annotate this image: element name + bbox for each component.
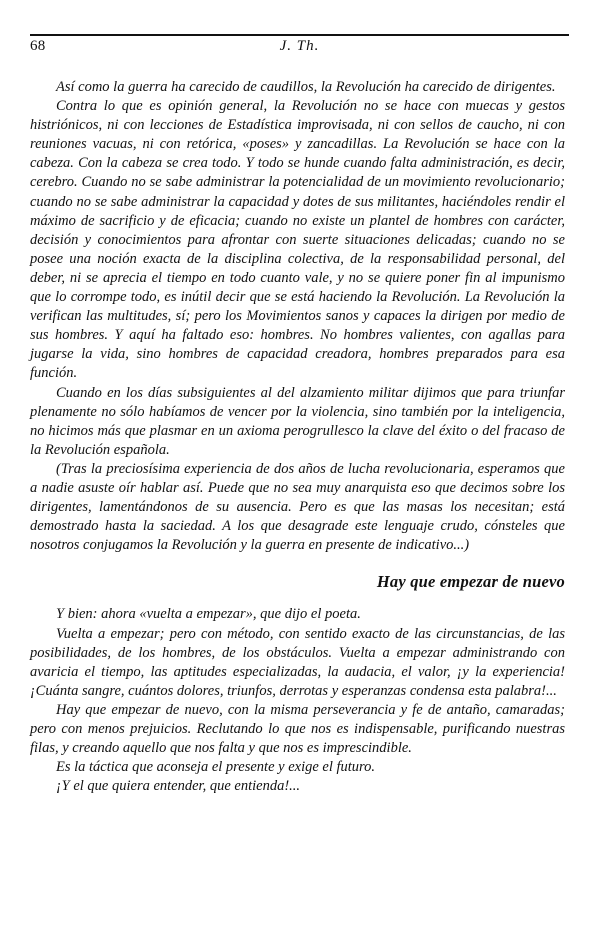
paragraph: ¡Y el que quiera entender, que entienda!... xyxy=(56,778,301,795)
page-header xyxy=(30,34,569,62)
header-rule xyxy=(30,34,569,36)
page-body xyxy=(30,78,565,796)
page-number: 68 xyxy=(30,38,46,54)
paragraph: (Tras la preciosísima experiencia de dos años de lucha revolucionaria, esperamos que a nadie asuste oír hablar así. Puede que no sea muy anarquista eso que decimos sobre los dirigentes, lamentándonos de su ausencia. Pero es que las masas los necesitan; está demostrado hasta la saciedad. A los que desagrade este lenguaje crudo, cónsteles que nosotros conjugamos la Revolución y la guerra en presente de indicativo...) xyxy=(30,460,565,554)
paragraph: Y bien: ahora «vuelta a empezar», que dijo el poeta. xyxy=(56,606,361,623)
paragraph: Contra lo que es opinión general, la Revolución no se hace con muecas y gestos histriónicos, ni con lecciones de Estadística improvisada, ni con sellos de caucho, ni con reuniones vacuas, ni con retórica, «poses» y zancadillas. La Revolución se hace con la cabeza. Con la cabeza se crea todo. Y todo se hunde cuando falta administración, es decir, cerebro. Cuando no se sabe administrar la potencialidad de un movimiento revolucionario; cuando no se sabe administrar la capacidad y dotes de sus militantes, haciéndoles rendir el máximo de sacrificio y de eficacia; cuando no existe un plantel de hombres con carácter, decisión y conocimientos para afrontar con suerte situaciones delicadas; cuando no se posee una noción exacta de la disciplina colectiva, de la responsabilidad personal, del deber, ni se aprecia el tiempo en todo cuanto vale, y no se quiere poner fin al impunismo que lo corrompe todo, es inútil decir que se está haciendo la Revolución. La Revolución la verifican las multitudes, sí; pero los Movimientos sanos y capaces la dirigen por medio de sus hombres. Y aquí ha faltado eso: hombres. No hombres valientes, con agallas para jugarse la vida, sino hombres de capacidad creadora, hombres preparados para esa función. xyxy=(30,98,565,382)
paragraph: Cuando en los días subsiguientes al del alzamiento militar dijimos que para triunfar plenamente no sólo habíamos de vencer por la violencia, sino también por la inteligencia, no hicimos más que plasmar en un axioma perogrullesco la clave del éxito o del fracaso de la Revolución española. xyxy=(30,384,565,458)
running-head: J. Th. xyxy=(279,38,320,54)
paragraph: Así como la guerra ha carecido de caudillos, la Revolución ha carecido de dirigentes. xyxy=(56,79,556,95)
paragraph: Es la táctica que aconseja el presente y exige el futuro. xyxy=(56,759,376,776)
paragraph: Hay que empezar de nuevo, con la misma perseverancia y fe de antaño, camaradas; pero con menos prejuicios. Reclutando lo que nos es indispensable, purificando nuestras filas, y creando aquello que nos falta y que nos es imprescindible. xyxy=(30,701,565,757)
paragraph: Vuelta a empezar; pero con método, con sentido exacto de las circunstancias, de las posibilidades, de los hombres, de los obstáculos. Vuelta a empezar administrando con avaricia el tiempo, las aptitudes especializadas, la audacia, el valor, ¡y la experiencia! ¡Cuánta sangre, cuántos dolores, triunfos, derrotas y esperanzas condensa esta palabra!... xyxy=(30,625,565,699)
section-title: Hay que empezar de nuevo xyxy=(376,572,565,592)
